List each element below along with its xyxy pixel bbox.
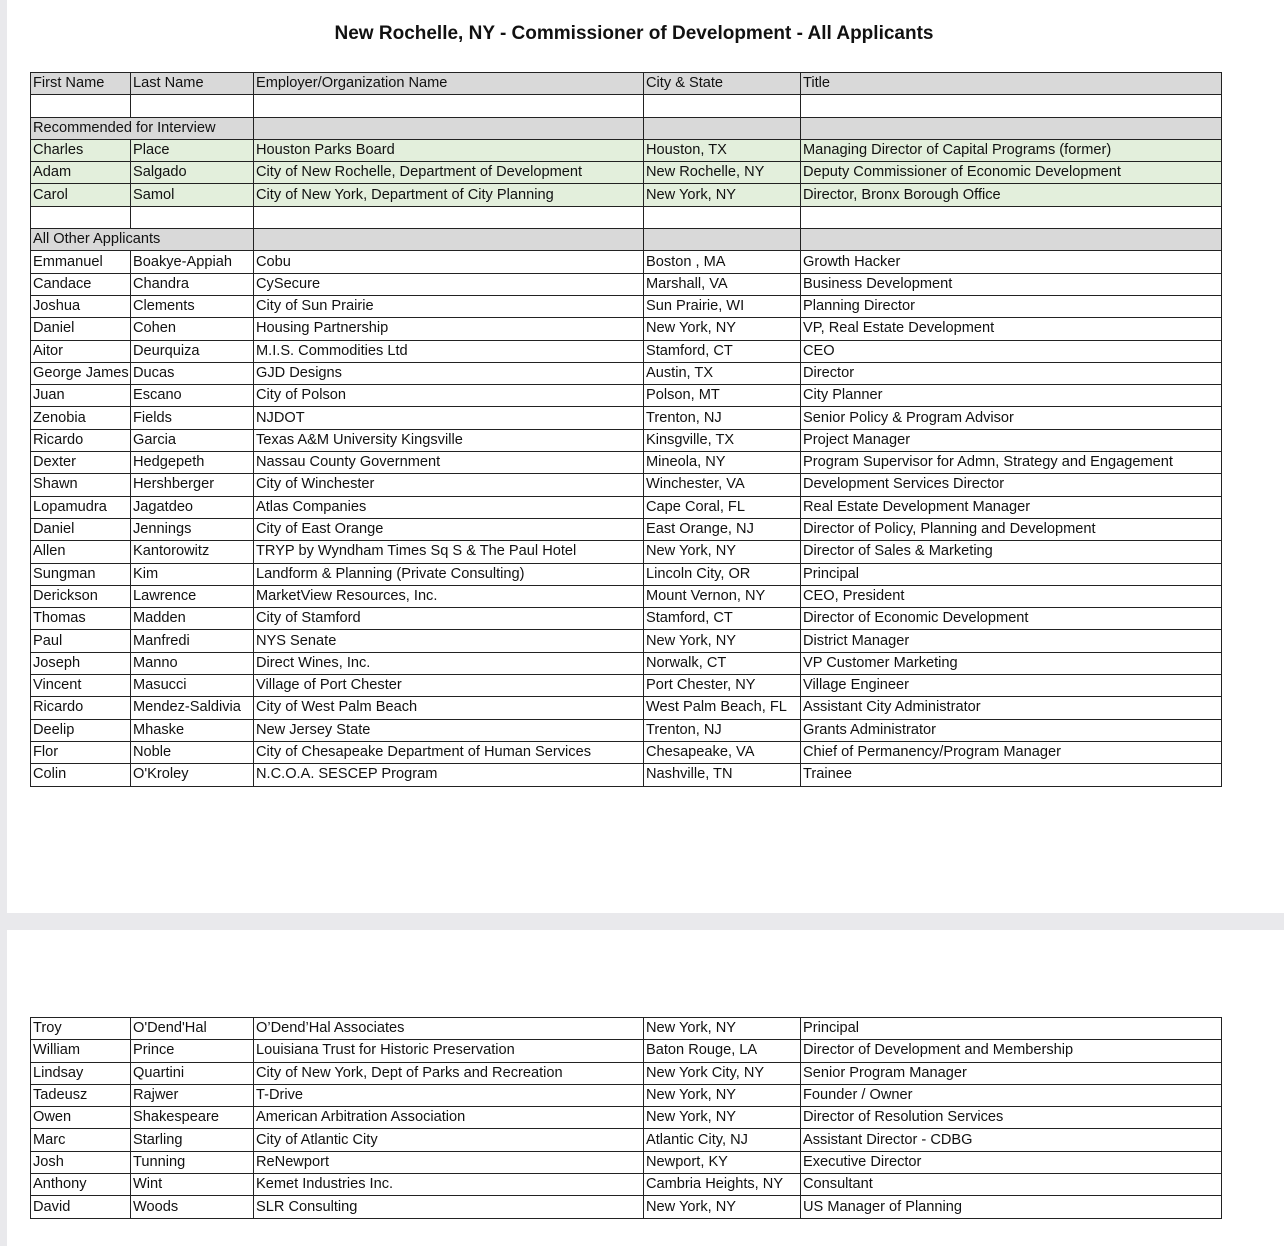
city-state-cell: Trenton, NJ — [644, 719, 801, 741]
first-name-cell: Joseph — [31, 652, 131, 674]
document-page-1 — [7, 0, 1284, 913]
last-name-cell: Madden — [131, 608, 254, 630]
employer-cell: City of West Palm Beach — [254, 697, 644, 719]
title-cell: Director of Sales & Marketing — [801, 541, 1222, 563]
empty-cell — [31, 206, 131, 228]
title-cell: Director of Policy, Planning and Development — [801, 518, 1222, 540]
employer-cell: MarketView Resources, Inc. — [254, 585, 644, 607]
title-cell: Deputy Commissioner of Economic Development — [801, 162, 1222, 184]
table-row-recommended — [31, 139, 1222, 161]
first-name-cell: Lindsay — [31, 1062, 131, 1084]
last-name-cell: Hershberger — [131, 474, 254, 496]
table-row — [31, 585, 1222, 607]
city-state-cell: Baton Rouge, LA — [644, 1040, 801, 1062]
table-row — [31, 541, 1222, 563]
title-cell: Program Supervisor for Admn, Strategy and Engagement — [801, 452, 1222, 474]
title-cell: US Manager of Planning — [801, 1196, 1222, 1218]
last-name-cell: Rajwer — [131, 1084, 254, 1106]
title-cell: City Planner — [801, 385, 1222, 407]
last-name-cell: Kantorowitz — [131, 541, 254, 563]
employer-cell: Houston Parks Board — [254, 139, 644, 161]
city-state-cell: New York, NY — [644, 630, 801, 652]
title-cell: Growth Hacker — [801, 251, 1222, 273]
title-cell: Director, Bronx Borough Office — [801, 184, 1222, 206]
city-state-cell: New York, NY — [644, 1084, 801, 1106]
first-name-cell: Joshua — [31, 295, 131, 317]
last-name-cell: Samol — [131, 184, 254, 206]
empty-cell — [801, 229, 1222, 251]
first-name-cell: William — [31, 1040, 131, 1062]
title-cell: CEO, President — [801, 585, 1222, 607]
table-row — [31, 741, 1222, 763]
table-row — [31, 474, 1222, 496]
last-name-cell: Noble — [131, 741, 254, 763]
table-row — [31, 652, 1222, 674]
empty-cell — [131, 95, 254, 117]
title-cell: Founder / Owner — [801, 1084, 1222, 1106]
first-name-cell: Deelip — [31, 719, 131, 741]
last-name-cell: Shakespeare — [131, 1107, 254, 1129]
last-name-cell: Clements — [131, 295, 254, 317]
table-row — [31, 608, 1222, 630]
employer-cell: TRYP by Wyndham Times Sq S & The Paul Hotel — [254, 541, 644, 563]
employer-cell: City of East Orange — [254, 518, 644, 540]
employer-cell: NYS Senate — [254, 630, 644, 652]
last-name-cell: Place — [131, 139, 254, 161]
empty-cell — [131, 206, 254, 228]
empty-cell — [644, 206, 801, 228]
employer-cell: T-Drive — [254, 1084, 644, 1106]
city-state-cell: Houston, TX — [644, 139, 801, 161]
last-name-cell: Manno — [131, 652, 254, 674]
document-page-2 — [7, 930, 1284, 1246]
first-name-cell: Paul — [31, 630, 131, 652]
table-row — [31, 429, 1222, 451]
first-name-cell: Tadeusz — [31, 1084, 131, 1106]
table-row — [31, 1062, 1222, 1084]
employer-cell: Nassau County Government — [254, 452, 644, 474]
empty-cell — [254, 95, 644, 117]
first-name-cell: Emmanuel — [31, 251, 131, 273]
last-name-cell: Fields — [131, 407, 254, 429]
first-name-cell: Adam — [31, 162, 131, 184]
title-cell: Principal — [801, 1018, 1222, 1040]
empty-cell — [254, 229, 644, 251]
first-name-cell: Thomas — [31, 608, 131, 630]
first-name-cell: Marc — [31, 1129, 131, 1151]
empty-cell — [254, 206, 644, 228]
column-header-first-name: First Name — [31, 73, 131, 95]
city-state-cell: Austin, TX — [644, 362, 801, 384]
first-name-cell: Ricardo — [31, 697, 131, 719]
title-cell: Managing Director of Capital Programs (former) — [801, 139, 1222, 161]
city-state-cell: Norwalk, CT — [644, 652, 801, 674]
first-name-cell: Carol — [31, 184, 131, 206]
employer-cell: City of New York, Department of City Planning — [254, 184, 644, 206]
employer-cell: GJD Designs — [254, 362, 644, 384]
city-state-cell: New York, NY — [644, 1018, 801, 1040]
column-header-city-state: City & State — [644, 73, 801, 95]
last-name-cell: Starling — [131, 1129, 254, 1151]
title-cell: Trainee — [801, 764, 1222, 786]
city-state-cell: Sun Prairie, WI — [644, 295, 801, 317]
last-name-cell: Jennings — [131, 518, 254, 540]
title-cell: Principal — [801, 563, 1222, 585]
last-name-cell: Chandra — [131, 273, 254, 295]
employer-cell: City of Sun Prairie — [254, 295, 644, 317]
table-row — [31, 1151, 1222, 1173]
title-cell: Consultant — [801, 1174, 1222, 1196]
city-state-cell: Boston , MA — [644, 251, 801, 273]
last-name-cell: Hedgepeth — [131, 452, 254, 474]
empty-cell — [254, 117, 644, 139]
applicants-table — [30, 72, 1222, 787]
first-name-cell: Flor — [31, 741, 131, 763]
employer-cell: Housing Partnership — [254, 318, 644, 340]
first-name-cell: Juan — [31, 385, 131, 407]
first-name-cell: Candace — [31, 273, 131, 295]
first-name-cell: Ricardo — [31, 429, 131, 451]
table-row — [31, 1174, 1222, 1196]
section-label: Recommended for Interview — [31, 117, 254, 139]
city-state-cell: Nashville, TN — [644, 764, 801, 786]
city-state-cell: New York, NY — [644, 318, 801, 340]
last-name-cell: Quartini — [131, 1062, 254, 1084]
title-cell: Village Engineer — [801, 675, 1222, 697]
title-cell: Director of Development and Membership — [801, 1040, 1222, 1062]
employer-cell: City of New Rochelle, Department of Development — [254, 162, 644, 184]
table-row — [31, 697, 1222, 719]
first-name-cell: Derickson — [31, 585, 131, 607]
title-cell: Director of Economic Development — [801, 608, 1222, 630]
title-cell: VP, Real Estate Development — [801, 318, 1222, 340]
first-name-cell: Daniel — [31, 318, 131, 340]
table-row — [31, 719, 1222, 741]
city-state-cell: Stamford, CT — [644, 340, 801, 362]
last-name-cell: Prince — [131, 1040, 254, 1062]
column-header-employer: Employer/Organization Name — [254, 73, 644, 95]
empty-cell — [801, 117, 1222, 139]
table-row — [31, 295, 1222, 317]
first-name-cell: David — [31, 1196, 131, 1218]
last-name-cell: Salgado — [131, 162, 254, 184]
table-row — [31, 407, 1222, 429]
table-row — [31, 496, 1222, 518]
city-state-cell: New York, NY — [644, 184, 801, 206]
city-state-cell: Mineola, NY — [644, 452, 801, 474]
employer-cell: New Jersey State — [254, 719, 644, 741]
last-name-cell: Kim — [131, 563, 254, 585]
last-name-cell: Wint — [131, 1174, 254, 1196]
last-name-cell: Jagatdeo — [131, 496, 254, 518]
first-name-cell: Lopamudra — [31, 496, 131, 518]
last-name-cell: Masucci — [131, 675, 254, 697]
title-cell: Real Estate Development Manager — [801, 496, 1222, 518]
city-state-cell: New York, NY — [644, 1196, 801, 1218]
city-state-cell: Cambria Heights, NY — [644, 1174, 801, 1196]
table-row — [31, 452, 1222, 474]
title-cell: Grants Administrator — [801, 719, 1222, 741]
title-cell: District Manager — [801, 630, 1222, 652]
section-row-recommended — [31, 117, 1222, 139]
city-state-cell: Lincoln City, OR — [644, 563, 801, 585]
employer-cell: M.I.S. Commodities Ltd — [254, 340, 644, 362]
employer-cell: Landform & Planning (Private Consulting) — [254, 563, 644, 585]
table-row — [31, 1040, 1222, 1062]
employer-cell: City of Chesapeake Department of Human Services — [254, 741, 644, 763]
first-name-cell: Troy — [31, 1018, 131, 1040]
last-name-cell: Manfredi — [131, 630, 254, 652]
first-name-cell: Dexter — [31, 452, 131, 474]
table-row — [31, 362, 1222, 384]
city-state-cell: East Orange, NJ — [644, 518, 801, 540]
header-row — [31, 73, 1222, 95]
table-row — [31, 563, 1222, 585]
city-state-cell: Trenton, NJ — [644, 407, 801, 429]
title-cell: Director — [801, 362, 1222, 384]
title-cell: Senior Policy & Program Advisor — [801, 407, 1222, 429]
last-name-cell: Mhaske — [131, 719, 254, 741]
city-state-cell: Marshall, VA — [644, 273, 801, 295]
employer-cell: City of Polson — [254, 385, 644, 407]
first-name-cell: Charles — [31, 139, 131, 161]
city-state-cell: Kinsgville, TX — [644, 429, 801, 451]
empty-cell — [644, 229, 801, 251]
blank-row — [31, 206, 1222, 228]
table-row — [31, 273, 1222, 295]
empty-cell — [801, 206, 1222, 228]
last-name-cell: Woods — [131, 1196, 254, 1218]
employer-cell: City of Atlantic City — [254, 1129, 644, 1151]
last-name-cell: Ducas — [131, 362, 254, 384]
first-name-cell: Zenobia — [31, 407, 131, 429]
table-row — [31, 340, 1222, 362]
table-row — [31, 1018, 1222, 1040]
table-row-recommended — [31, 184, 1222, 206]
employer-cell: N.C.O.A. SESCEP Program — [254, 764, 644, 786]
table-row — [31, 630, 1222, 652]
table-row-recommended — [31, 162, 1222, 184]
empty-cell — [644, 95, 801, 117]
first-name-cell: Sungman — [31, 563, 131, 585]
title-cell: Assistant City Administrator — [801, 697, 1222, 719]
blank-row — [31, 95, 1222, 117]
last-name-cell: Tunning — [131, 1151, 254, 1173]
table-row — [31, 251, 1222, 273]
city-state-cell: New York, NY — [644, 1107, 801, 1129]
first-name-cell: Daniel — [31, 518, 131, 540]
title-cell: Executive Director — [801, 1151, 1222, 1173]
title-cell: Director of Resolution Services — [801, 1107, 1222, 1129]
employer-cell: Atlas Companies — [254, 496, 644, 518]
table-row — [31, 318, 1222, 340]
section-row-others — [31, 229, 1222, 251]
city-state-cell: Newport, KY — [644, 1151, 801, 1173]
last-name-cell: Mendez-Saldivia — [131, 697, 254, 719]
table-row — [31, 1196, 1222, 1218]
city-state-cell: Winchester, VA — [644, 474, 801, 496]
title-cell: Senior Program Manager — [801, 1062, 1222, 1084]
last-name-cell: Garcia — [131, 429, 254, 451]
city-state-cell: New Rochelle, NY — [644, 162, 801, 184]
table-row — [31, 1084, 1222, 1106]
employer-cell: City of New York, Dept of Parks and Recreation — [254, 1062, 644, 1084]
empty-cell — [31, 95, 131, 117]
city-state-cell: New York, NY — [644, 541, 801, 563]
title-cell: Planning Director — [801, 295, 1222, 317]
first-name-cell: Anthony — [31, 1174, 131, 1196]
employer-cell: CySecure — [254, 273, 644, 295]
employer-cell: City of Winchester — [254, 474, 644, 496]
employer-cell: Direct Wines, Inc. — [254, 652, 644, 674]
employer-cell: SLR Consulting — [254, 1196, 644, 1218]
last-name-cell: O'Kroley — [131, 764, 254, 786]
applicants-table-continued — [30, 1017, 1222, 1219]
table-row — [31, 1129, 1222, 1151]
employer-cell: Louisiana Trust for Historic Preservation — [254, 1040, 644, 1062]
table-row — [31, 764, 1222, 786]
first-name-cell: Vincent — [31, 675, 131, 697]
employer-cell: NJDOT — [254, 407, 644, 429]
city-state-cell: Polson, MT — [644, 385, 801, 407]
title-cell: Project Manager — [801, 429, 1222, 451]
city-state-cell: Stamford, CT — [644, 608, 801, 630]
city-state-cell: West Palm Beach, FL — [644, 697, 801, 719]
column-header-title: Title — [801, 73, 1222, 95]
table-row — [31, 518, 1222, 540]
first-name-cell: Allen — [31, 541, 131, 563]
table-row — [31, 1107, 1222, 1129]
employer-cell: ReNewport — [254, 1151, 644, 1173]
first-name-cell: Colin — [31, 764, 131, 786]
first-name-cell: George James — [31, 362, 131, 384]
table-row — [31, 385, 1222, 407]
employer-cell: Texas A&M University Kingsville — [254, 429, 644, 451]
first-name-cell: Josh — [31, 1151, 131, 1173]
city-state-cell: Mount Vernon, NY — [644, 585, 801, 607]
last-name-cell: Escano — [131, 385, 254, 407]
table-row — [31, 675, 1222, 697]
city-state-cell: Port Chester, NY — [644, 675, 801, 697]
title-cell: Assistant Director - CDBG — [801, 1129, 1222, 1151]
first-name-cell: Aitor — [31, 340, 131, 362]
page-title: New Rochelle, NY - Commissioner of Development - All Applicants — [334, 23, 934, 44]
employer-cell: Village of Port Chester — [254, 675, 644, 697]
title-cell: VP Customer Marketing — [801, 652, 1222, 674]
title-cell: Chief of Permanency/Program Manager — [801, 741, 1222, 763]
employer-cell: City of Stamford — [254, 608, 644, 630]
last-name-cell: Boakye-Appiah — [131, 251, 254, 273]
column-header-last-name: Last Name — [131, 73, 254, 95]
employer-cell: Kemet Industries Inc. — [254, 1174, 644, 1196]
last-name-cell: Cohen — [131, 318, 254, 340]
last-name-cell: Deurquiza — [131, 340, 254, 362]
city-state-cell: Atlantic City, NJ — [644, 1129, 801, 1151]
employer-cell: Cobu — [254, 251, 644, 273]
first-name-cell: Shawn — [31, 474, 131, 496]
title-cell: CEO — [801, 340, 1222, 362]
last-name-cell: Lawrence — [131, 585, 254, 607]
title-cell: Business Development — [801, 273, 1222, 295]
city-state-cell: New York City, NY — [644, 1062, 801, 1084]
section-label: All Other Applicants — [31, 229, 254, 251]
employer-cell: O’Dend’Hal Associates — [254, 1018, 644, 1040]
empty-cell — [644, 117, 801, 139]
employer-cell: American Arbitration Association — [254, 1107, 644, 1129]
empty-cell — [801, 95, 1222, 117]
city-state-cell: Cape Coral, FL — [644, 496, 801, 518]
city-state-cell: Chesapeake, VA — [644, 741, 801, 763]
title-cell: Development Services Director — [801, 474, 1222, 496]
first-name-cell: Owen — [31, 1107, 131, 1129]
last-name-cell: O'Dend'Hal — [131, 1018, 254, 1040]
